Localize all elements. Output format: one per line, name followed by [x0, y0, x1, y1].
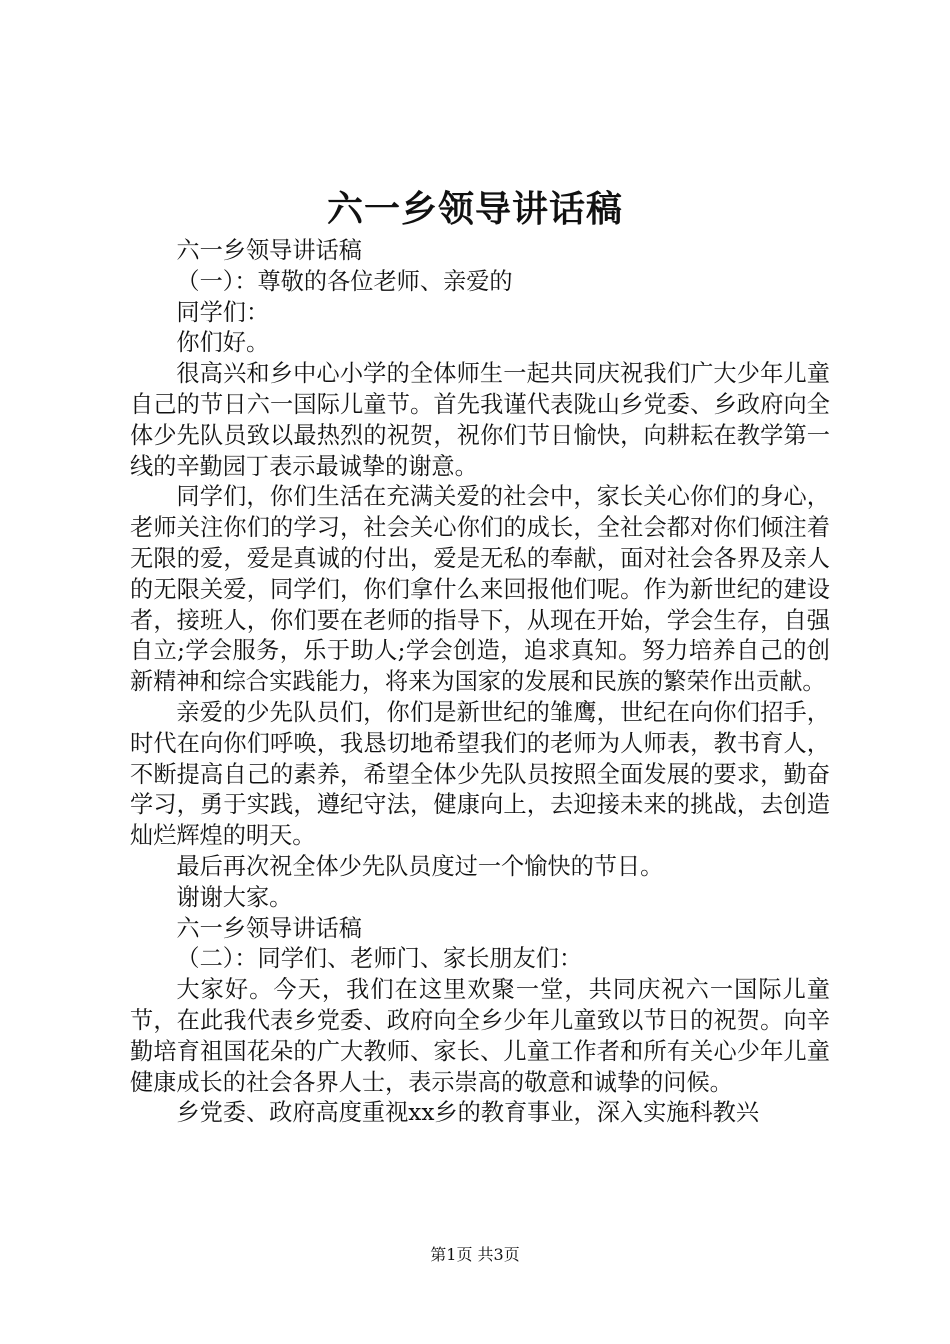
paragraph: 六一乡领导讲话稿: [176, 914, 362, 942]
page-footer: 第1页 共3页: [430, 1245, 520, 1264]
paragraph: 亲爱的少先队员们，你们是新世纪的雏鹰，世纪在向你们招手，时代在向你们呼唤，我恳切地希望我们的老师为人师表，教书育人，不断提高自己的素养，希望全体少先队员按照全面发展的要求，勤奋学习，勇于实践，遵纪守法，健康向上，去迎接未来的挑战，去创造灿烂辉煌的明天。: [130, 698, 830, 850]
paragraph: 同学们，你们生活在充满关爱的社会中，家长关心你们的身心，老师关注你们的学习，社会关心你们的成长，全社会都对你们倾注着无限的爱，爱是真诚的付出，爱是无私的奉献，面对社会各界及亲人的无限关爱，同学们，你们拿什么来回报他们呢。作为新世纪的建设者，接班人，你们要在老师的指导下，从现在开始，学会生存，自强自立;学会服务，乐于助人;学会创造，追求真知。努力培养自己的创新精神和综合实践能力，将来为国家的发展和民族的繁荣作出贡献。: [130, 483, 830, 696]
paragraph: 大家好。今天，我们在这里欢聚一堂，共同庆祝六一国际儿童节，在此我代表乡党委、政府向全乡少年儿童致以节日的祝贺。向辛勤培育祖国花朵的广大教师、家长、儿童工作者和所有关心少年儿童健康成长的社会各界人士，表示崇高的敬意和诚挚的问候。: [130, 976, 830, 1096]
paragraph: 最后再次祝全体少先队员度过一个愉快的节日。: [176, 852, 664, 880]
paragraph: （二）：同学们、老师门、家长朋友们：: [176, 945, 583, 973]
page-title: 六一乡领导讲话稿: [326, 188, 623, 230]
paragraph: 六一乡领导讲话稿: [176, 237, 362, 264]
paragraph: 你们好。: [176, 329, 270, 357]
paragraph: 乡党委、政府高度重视xx乡的教育事业，深入实施科教兴: [176, 1099, 760, 1127]
paragraph: 谢谢大家。: [176, 883, 293, 911]
paragraph: 同学们：: [176, 298, 270, 326]
paragraph: （一）：尊敬的各位老师、亲爱的: [176, 267, 513, 295]
paragraph: 很高兴和乡中心小学的全体师生一起共同庆祝我们广大少年儿童自己的节日六一国际儿童节。首先我谨代表陇山乡党委、乡政府向全体少先队员致以最热烈的祝贺，祝你们节日愉快，向耕耘在教学第一线的辛勤园丁表示最诚挚的谢意。: [130, 360, 830, 480]
document-body: [130, 236, 830, 1129]
